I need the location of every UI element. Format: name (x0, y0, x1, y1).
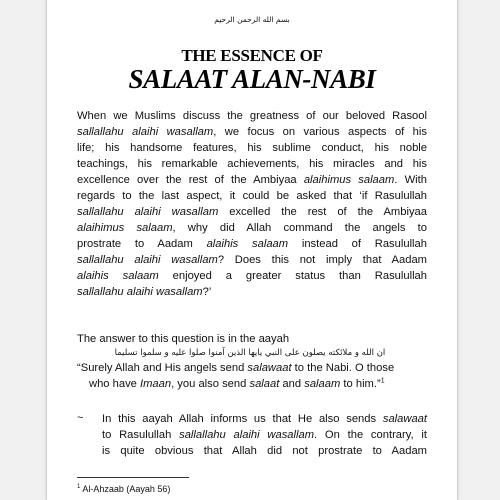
paragraph-2 (77, 331, 427, 347)
text-run: , why did Allah command the angels to (172, 222, 427, 234)
title-line-1: THE ESSENCE OF (181, 46, 323, 65)
footnote-reference[interactable]: 1 (380, 377, 385, 385)
para1-line (77, 220, 427, 236)
bismillah-heading: بسم الله الرحمن الرحيم (214, 15, 290, 24)
italic-honorific: sallallahu alaihi wasallam (77, 126, 214, 138)
para2-intro: The answer to this question is in the aayah (77, 333, 290, 345)
text-run: ? Does this not imply that Aadam (217, 254, 427, 266)
italic-term: salawaat (382, 413, 427, 425)
text-run: excellence over the rest of the Ambiyaa (77, 174, 304, 186)
text-run: and (279, 378, 305, 390)
italic-term: salaat (249, 378, 280, 390)
para1-line (77, 268, 427, 284)
text-run: to the Nabi. O those (291, 362, 395, 374)
para1-line: regards to the last aspect, it could be asked that ‘if Rasulullah (77, 190, 427, 202)
para1-line (77, 172, 427, 188)
text-run: , we focus on various aspects of his (213, 126, 427, 138)
para1-line: teachings, his remarkable achievements, his miracles and his (77, 158, 427, 170)
para1-line: life; his handsome features, his sublime conduct, his noble (77, 142, 427, 154)
text-run: enjoyed a greater status than Rasulullah (158, 270, 428, 282)
italic-honorific: alaihis salaam (206, 238, 289, 250)
footnote-text: Al-Ahzaab (Aayah 56) (80, 484, 171, 494)
footnote-number: 1 (77, 484, 81, 490)
italic-honorific: sallallahu alaihi wasallam (77, 286, 203, 298)
para1-line (77, 204, 427, 220)
footnote (77, 484, 170, 494)
document-page (46, 0, 458, 500)
bullet-paragraph (102, 411, 427, 459)
text-run: who have (89, 378, 140, 390)
text-run: , you also send (171, 378, 250, 390)
para1-line (77, 284, 427, 300)
text-run: to him.” (340, 378, 381, 390)
italic-honorific: sallallahu alaihi wasallam (179, 429, 315, 441)
text-run: instead of Rasulullah (288, 238, 427, 250)
title-line-2: SALAAT ALAN-NABI (128, 64, 376, 94)
text-run: . On the contrary, it (314, 429, 427, 441)
text-run: prostrate to Aadam (77, 238, 207, 250)
tilde-bullet-icon: ~ (77, 412, 84, 424)
quote-line (77, 376, 427, 392)
arabic-verse: ان الله و ملائكته يصلون على النبي يايها الذين آمنوا صلوا عليه و سلموا تسليما (114, 348, 386, 358)
italic-honorific: sallallahu alaihi wasallam (77, 254, 218, 266)
italic-honorific: alaihimus salaam (77, 222, 173, 234)
para1-line (77, 236, 427, 252)
bullet-line: is quite obvious that Allah did not prostrate to Aadam (102, 445, 427, 457)
italic-honorific: alaihimus salaam (303, 174, 395, 186)
quote-line (77, 360, 427, 376)
text-run: “Surely Allah and His angels send (77, 362, 248, 374)
text-run: excelled the rest of the Ambiyaa (218, 206, 427, 218)
bullet-line (102, 427, 427, 443)
para1-line (77, 252, 427, 268)
bullet-line (102, 411, 427, 427)
italic-term: salaam (304, 378, 341, 390)
para1-line (77, 124, 427, 140)
footnote-divider (77, 477, 189, 478)
text-run: ?’ (202, 286, 212, 298)
italic-honorific: alaihis salaam (77, 270, 159, 282)
text-run: In this aayah Allah informs us that He also sends (102, 413, 383, 425)
text-run: to Rasulullah (102, 429, 180, 441)
italic-honorific: sallallahu alaihi wasallam (77, 206, 219, 218)
paragraph-1 (77, 108, 427, 300)
para1-line: When we Muslims discuss the greatness of our beloved Rasool (77, 110, 427, 122)
italic-term: Imaan (140, 378, 172, 390)
verse-translation (77, 360, 427, 392)
text-run: . With (394, 174, 427, 186)
italic-term: salawaat (247, 362, 292, 374)
